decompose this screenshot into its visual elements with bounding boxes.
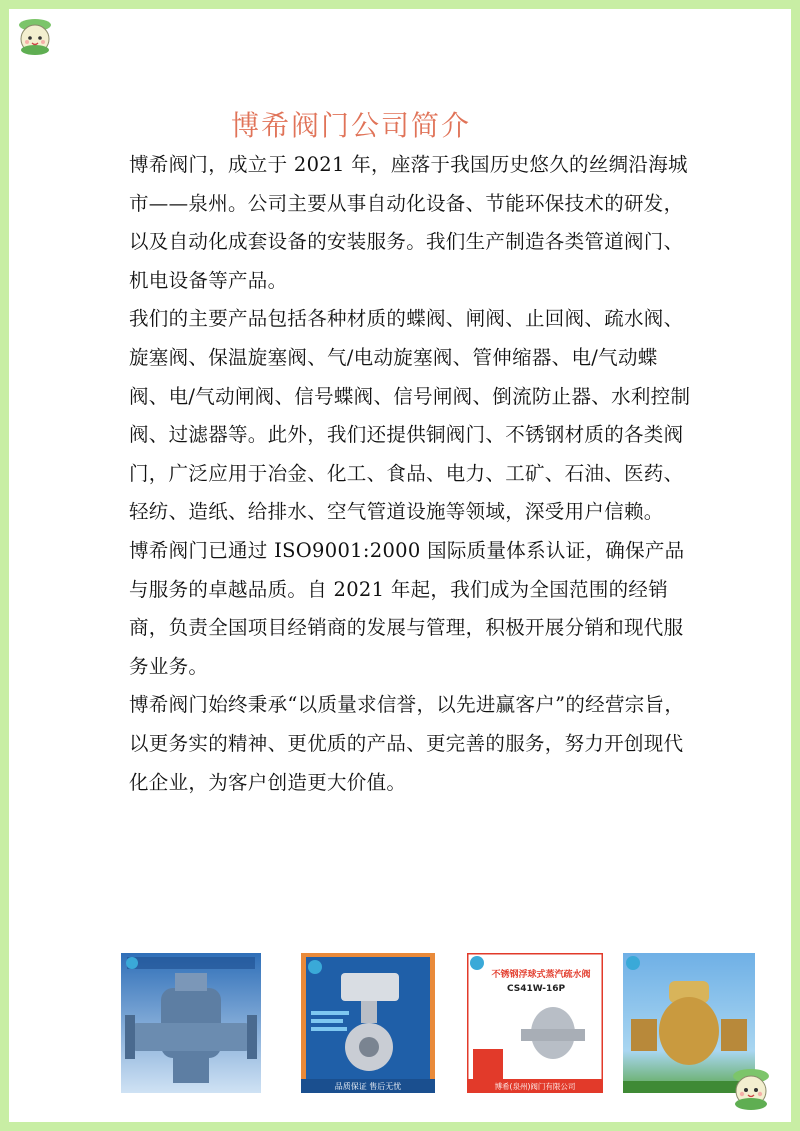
product-footer: 品质保证 售后无忧 — [334, 1082, 402, 1091]
paragraph: 博希阀门，成立于 2021 年，座落于我国历史悠久的丝绸沿海城市——泉州。公司主要从事自动化设备、节能环保技术的研发，以及自动化成套设备的安装服务。我们生产制造各类管道阀门、机电设备等产品。 — [129, 153, 688, 292]
paragraph: 博希阀门已通过 ISO9001:2000 国际质量体系认证，确保产品与服务的卓越品质。自 2021 年起，我们成为全国范围的经销商，负责全国项目经销商的发展与管理，积极开展分销和现代服务业务。 — [129, 538, 685, 678]
intro-text — [129, 146, 697, 802]
paragraph: 博希阀门始终秉承“以质量求信誉，以先进赢客户”的经营宗旨，以更务实的精神、更优质的产品、更完善的服务，努力开创现代化企业，为客户创造更大价值。 — [129, 693, 685, 794]
product-title: 不锈钢浮球式蒸汽疏水阀 — [491, 970, 591, 980]
product-image-plug-valve — [121, 953, 261, 1093]
page-title: 博希阀门公司简介 — [231, 109, 472, 142]
paragraph: 我们的主要产品包括各种材质的蝶阀、闸阀、止回阀、疏水阀、旋塞阀、保温旋塞阀、气/电动旋塞阀、管伸缩器、电/气动蝶阀、电/气动闸阀、信号蝶阀、信号闸阀、倒流防止器、水利控制阀、过滤器等。此外，我们还提供铜阀门、不锈钢材质的各类阀门，广泛应用于冶金、化工、食品、电力、工矿、石油、医药、轻纺、造纸、给排水、空气管道设施等领域，深受用户信赖。 — [129, 307, 691, 524]
product-image-electric-valve — [301, 953, 435, 1093]
product-gallery — [121, 953, 761, 1095]
product-image-steam-trap — [467, 953, 603, 1093]
mascot-icon — [13, 13, 57, 57]
product-footer: 博希(泉州)阀门有限公司 — [494, 1082, 576, 1091]
product-model: CS41W-16P — [507, 984, 566, 994]
mascot-icon — [725, 1062, 777, 1112]
